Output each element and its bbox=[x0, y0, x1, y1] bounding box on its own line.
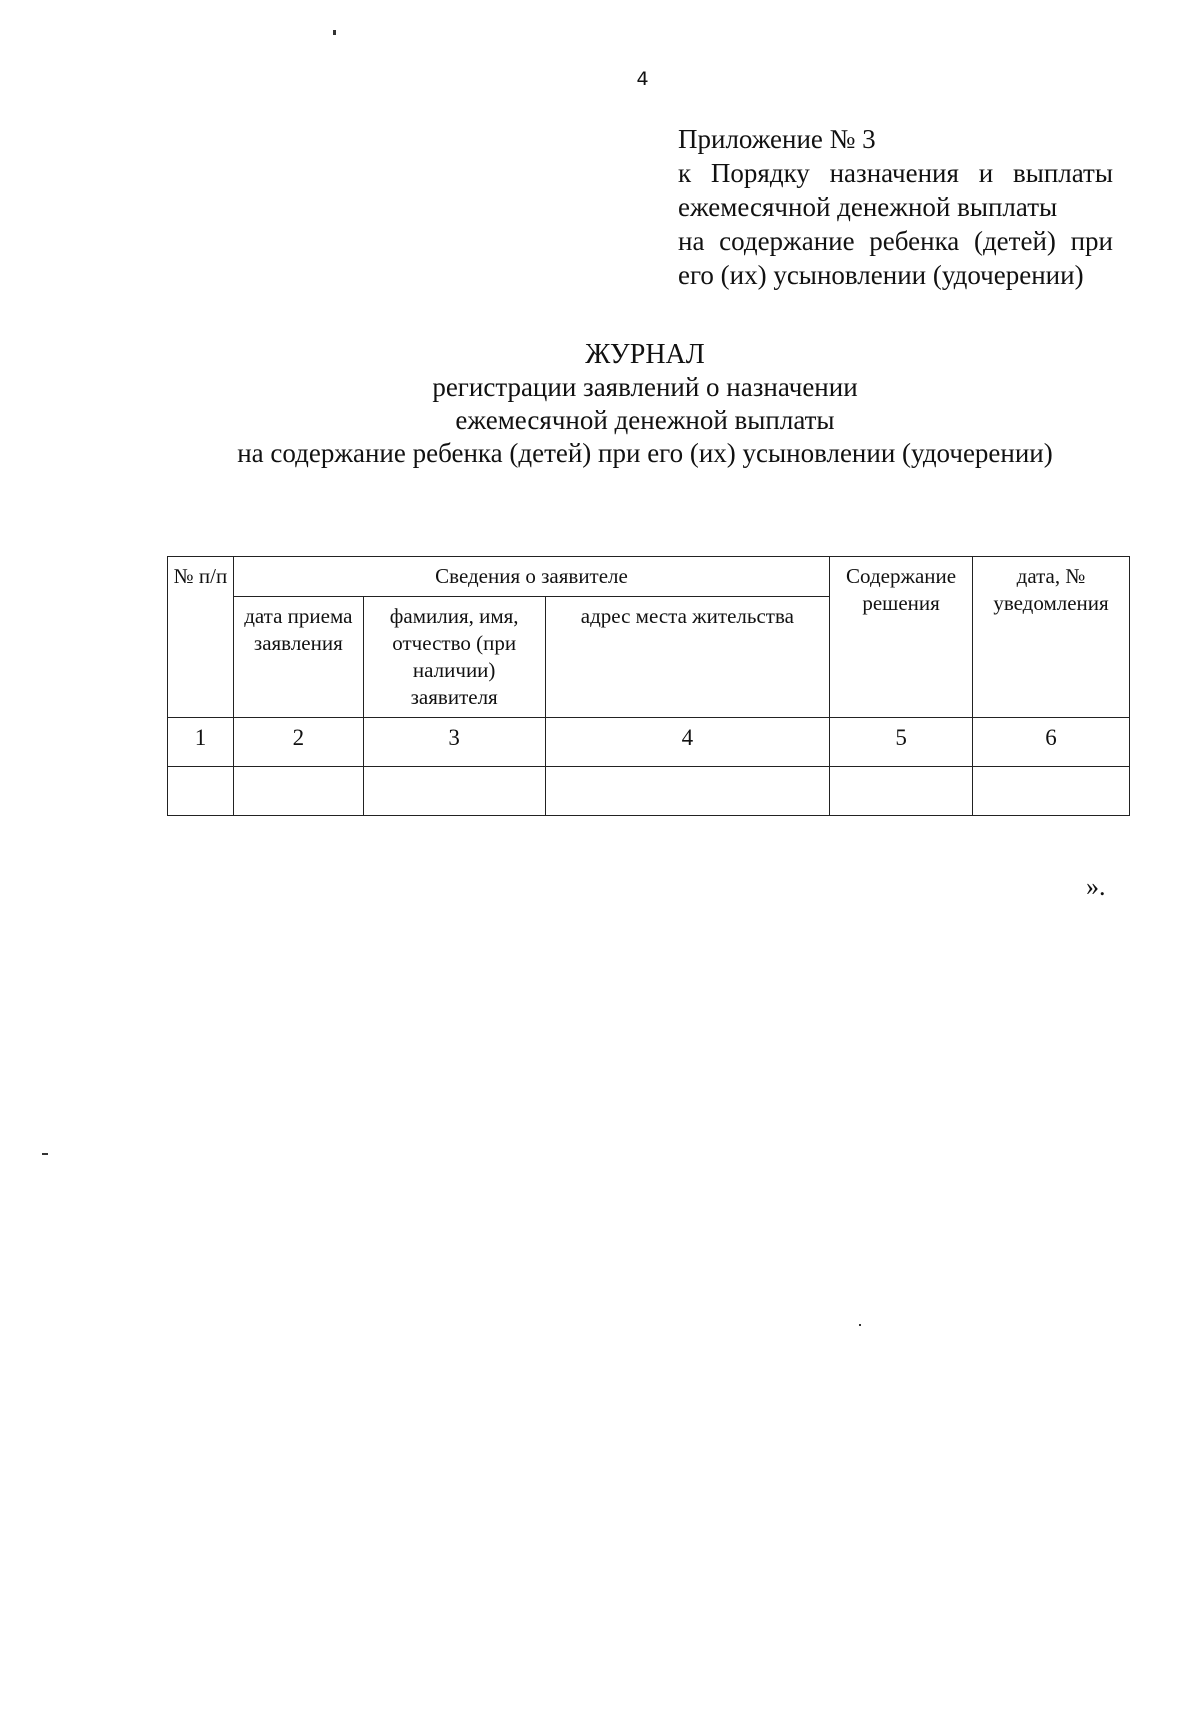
header-address: адрес места жительства bbox=[545, 597, 830, 718]
column-number-row bbox=[168, 718, 1130, 767]
table-cell bbox=[973, 767, 1130, 816]
appendix-line: на содержание ребенка (детей) при bbox=[678, 226, 1113, 256]
journal-subtitle-line: на содержание ребенка (детей) при его (их) усыновлении (удочерении) bbox=[237, 438, 1053, 468]
table-cell bbox=[830, 767, 973, 816]
header-applicant-info: Сведения о заявителе bbox=[233, 557, 829, 597]
column-number: 5 bbox=[830, 718, 973, 767]
table-row bbox=[168, 767, 1130, 816]
closing-quote: ». bbox=[1086, 872, 1106, 901]
journal-subtitle-line: регистрации заявлений о назначении bbox=[432, 372, 858, 402]
column-number: 4 bbox=[545, 718, 830, 767]
column-number: 3 bbox=[363, 718, 545, 767]
header-decision: Содержание решения bbox=[830, 557, 973, 718]
scan-speck bbox=[333, 30, 336, 35]
journal-title: ЖУРНАЛ bbox=[585, 339, 705, 370]
header-full-name: фамилия, имя, отчество (при наличии) заявителя bbox=[363, 597, 545, 718]
column-number: 1 bbox=[168, 718, 234, 767]
header-date-received: дата приема заявления bbox=[233, 597, 363, 718]
journal-heading bbox=[130, 338, 1160, 470]
header-notice: дата, № уведомления bbox=[973, 557, 1130, 718]
table-cell bbox=[545, 767, 830, 816]
column-number: 2 bbox=[233, 718, 363, 767]
table-header-row bbox=[168, 557, 1130, 597]
journal-subtitle-line: ежемесячной денежной выплаты bbox=[455, 405, 835, 435]
appendix-line: Приложение № 3 bbox=[678, 124, 876, 154]
appendix-line: ежемесячной денежной выплаты bbox=[678, 192, 1058, 222]
appendix-block bbox=[678, 122, 1113, 292]
table-cell bbox=[168, 767, 234, 816]
table-cell bbox=[233, 767, 363, 816]
scan-speck bbox=[859, 1324, 861, 1326]
scan-speck bbox=[42, 1153, 48, 1155]
registration-table bbox=[167, 556, 1130, 816]
column-number: 6 bbox=[973, 718, 1130, 767]
appendix-line: его (их) усыновлении (удочерении) bbox=[678, 260, 1084, 290]
page-number: 4 bbox=[636, 68, 649, 90]
table-cell bbox=[363, 767, 545, 816]
appendix-line: к Порядку назначения и выплаты bbox=[678, 158, 1113, 188]
header-num: № п/п bbox=[168, 557, 234, 718]
